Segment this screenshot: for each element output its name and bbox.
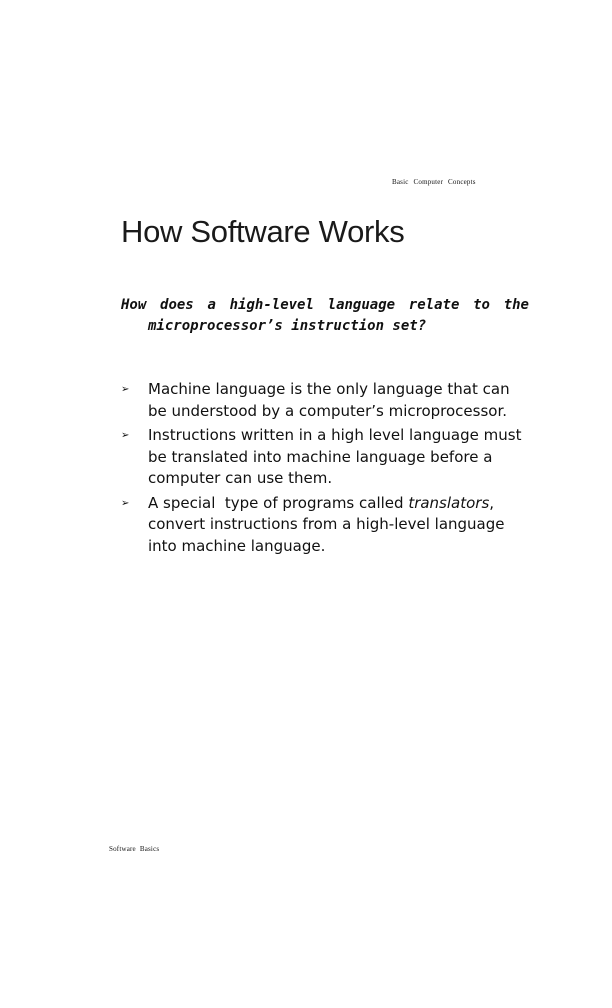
subtitle-question-line2: microprocessor’s instruction set? bbox=[148, 318, 427, 334]
bullet-text: Instructions written in a high level language must be translated into machine language before a computer can use them. bbox=[148, 426, 522, 487]
bullet-text bbox=[148, 493, 533, 558]
bullet-text-after: , convert instructions from a high-level language into machine language. bbox=[148, 493, 505, 555]
translators-term: translators bbox=[408, 493, 490, 512]
bullet-item bbox=[121, 493, 541, 558]
arrow-bullet-icon: ➢ bbox=[121, 430, 130, 441]
bullet-item bbox=[121, 379, 541, 422]
running-footer: Software Basics bbox=[109, 845, 160, 853]
bullet-text-before: A special type of programs called bbox=[148, 493, 409, 512]
bullet-text: Machine language is the only language that can be understood by a computer’s microprocessor. bbox=[148, 380, 510, 420]
subtitle-question-line1: How does a high-level language relate to the bbox=[121, 297, 529, 313]
running-header: Basic Computer Concepts bbox=[392, 178, 476, 186]
bullet-item bbox=[121, 425, 541, 490]
bullet-list bbox=[121, 379, 541, 560]
arrow-bullet-icon: ➢ bbox=[121, 497, 130, 509]
arrow-bullet-icon: ➢ bbox=[121, 384, 130, 395]
page-title: How Software Works bbox=[121, 214, 405, 249]
